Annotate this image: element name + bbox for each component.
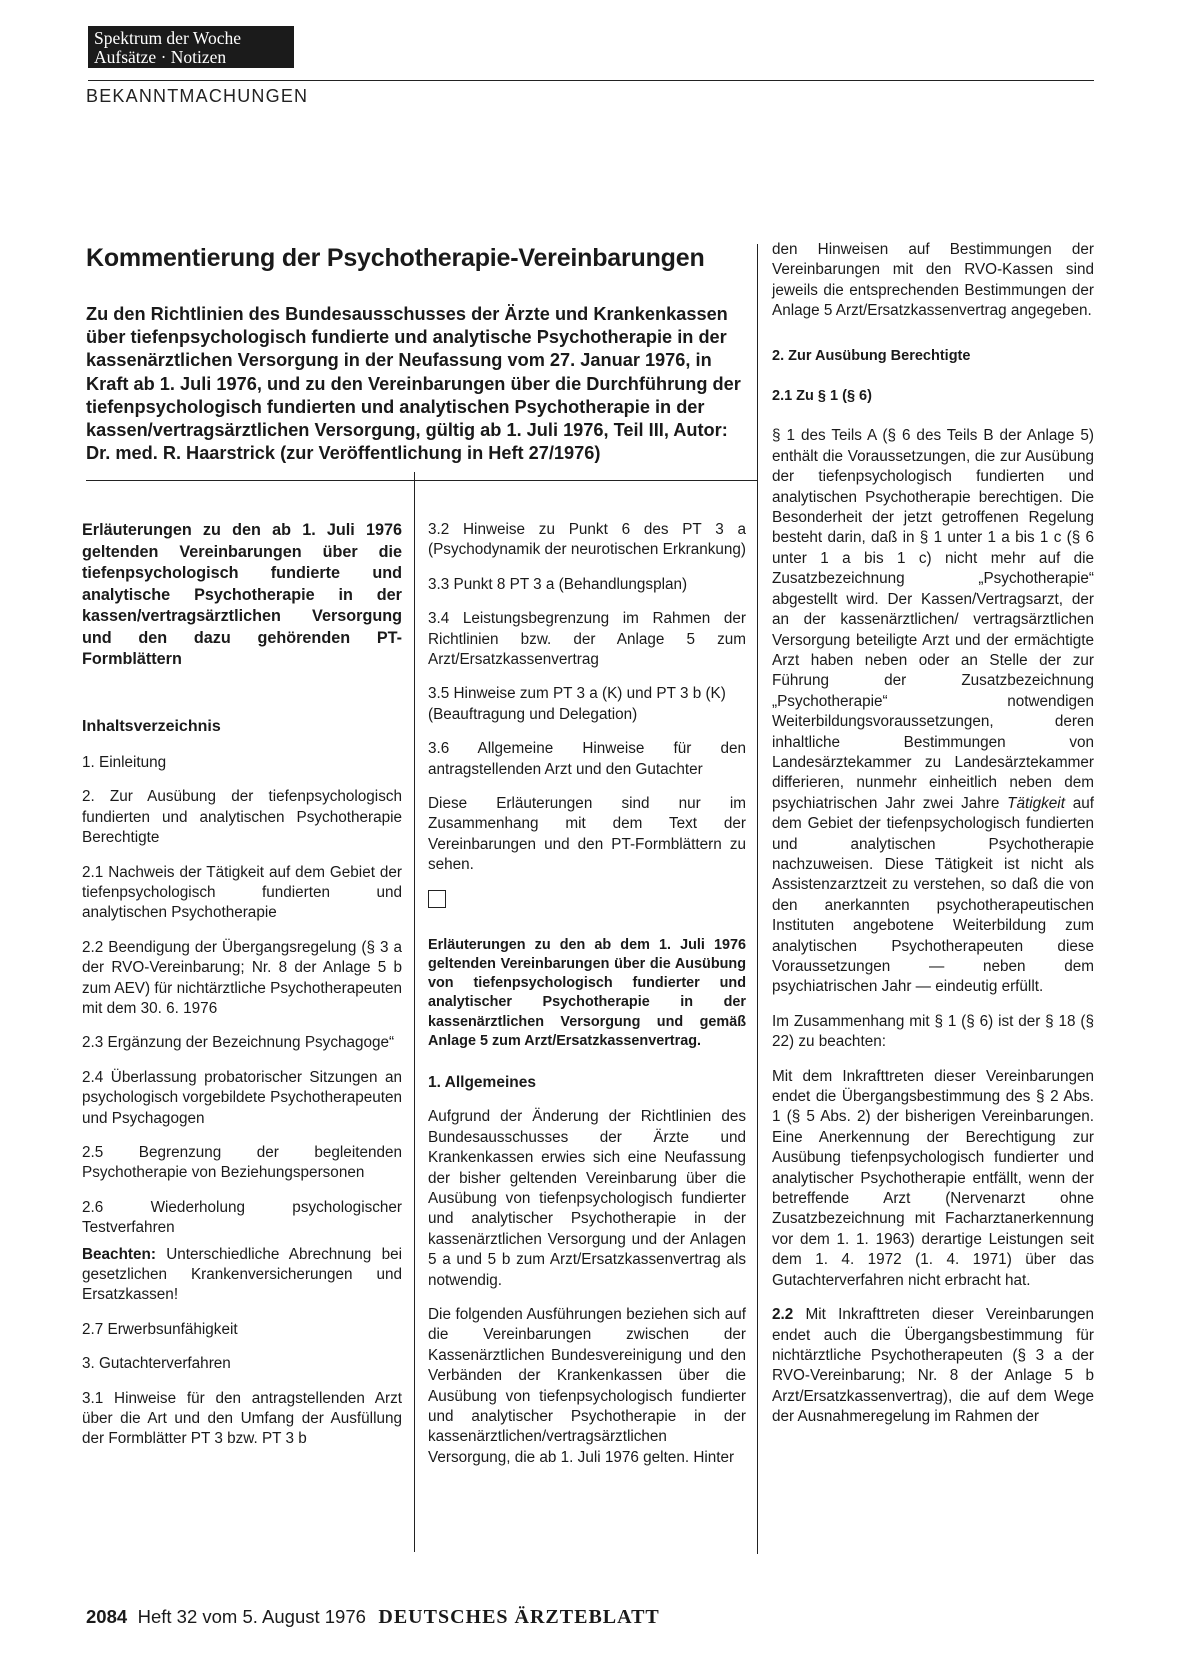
heading-berechtigte: 2. Zur Ausübung Berechtigte	[772, 347, 971, 364]
journal-name: DEUTSCHES ÄRZTEBLATT	[378, 1606, 660, 1628]
note-label: Beachten:	[82, 1245, 156, 1263]
toc-item: 2.7 Erwerbsunfähigkeit	[82, 1320, 238, 1338]
badge-line-1: Spektrum der Woche	[94, 28, 241, 48]
page-footer	[86, 1606, 660, 1629]
issue-info: Heft 32 vom 5. August 1976	[137, 1606, 366, 1627]
toc-item: 2.4 Überlassung probatorischer Sitzungen an psychologisch vorgebildete Psychotherapeuten und Psychagogen	[82, 1068, 402, 1127]
badge-line-2: Aufsätze · Notizen	[94, 47, 227, 67]
toc-item: 3.5 Hinweise zum PT 3 a (K) und PT 3 b (K)	[428, 685, 726, 703]
heading-allgemeines: 1. Allgemeines	[428, 1073, 536, 1091]
paragraph-part: auf dem Gebiet der tiefenpsychologisch fundierten und analytischen Psychotherapie nachzuweisen. Diese Tätigkeit ist nicht als Assistenzarztzeit zu verstehen, so daß die von den anerkannten psychotherapeutischen Instituten angebotene Weiterbildung zum analytischen Psychotherapeuten diese Voraussetzungen — neben dem psychiatrischen Jahr — eindeutig erfüllt.	[772, 794, 1094, 996]
paragraph	[772, 1305, 1094, 1427]
note-text: Unterschiedliche Abrechnung bei gesetzlichen Krankenversicherungen und Ersatzkassen!	[82, 1245, 402, 1304]
column-divider-right	[757, 244, 758, 1554]
toc-item: 2.3 Ergänzung der Bezeichnung Psychagoge“	[82, 1034, 395, 1052]
toc-item: 1. Einleitung	[82, 753, 167, 771]
toc-note	[82, 1245, 402, 1306]
subtitle-rule	[86, 480, 758, 481]
intro-heading-2: Erläuterungen zu den ab dem 1. Juli 1976 geltenden Vereinbarungen über die Ausübung von tiefenpsychologisch fundierter und analytischer Psychotherapie in der kassenärztlichen Versorgung und gemäß Anlage 5 zum Arzt/Ersatzkassenvertrag.	[428, 936, 746, 1049]
paragraph: Die folgenden Ausführungen beziehen sich auf die Vereinbarungen zwischen der Kassenärztlichen Bundesvereinigung und den Verbänden der Krankenkassen über die Ausübung von tiefenpsychologisch fundierter und analytischer Psychotherapie in der kassenärztlichen/vertragsärztlichen Versorgung, die ab 1. Juli 1976 gelten. Hinter	[428, 1305, 746, 1466]
paragraph: Im Zusammenhang mit § 1 (§ 6) ist der § 18 (§ 22) zu beachten:	[772, 1012, 1094, 1051]
intro-heading: Erläuterungen zu den ab 1. Juli 1976 geltenden Vereinbarungen über die tiefenpsychologisch fundierte und analytische Psychotherapie in der kassen/vertragsärztlichen Versorgung und den dazu gehörenden PT-Formblättern	[82, 521, 402, 668]
article-subtitle: Zu den Richtlinien des Bundesausschusses der Ärzte und Krankenkassen über tiefenpsychologisch fundierte und analytische Psychotherapie in der kassenärztlichen Versorgung in der Neufassung vom 27. Januar 1976, in Kraft ab 1. Juli 1976, und zu den Vereinbarungen über die Durchführung der tiefenpsychologisch fundierten und analytischen Psychotherapie in der kassen/vertragsärztlichen Versorgung, gültig ab 1. Juli 1976, Teil III, Autor: Dr. med. R. Haarstrick (zur Veröffentlichung in Heft 27/1976)	[86, 304, 741, 464]
paragraph-part: Mit Inkrafttreten dieser Vereinbarungen endet auch die Übergangsbestimmung für nichtärztliche Psychotherapeuten (§ 3 a der RVO-Vereinbarung; Nr. 8 der Anlage 5 b Arzt/Ersatzkassenvertrag), die auf dem Wege der Ausnahmeregelung im Rahmen der	[772, 1306, 1094, 1426]
toc-item: 3.4 Leistungsbegrenzung im Rahmen der Richtlinien bzw. der Anlage 5 zum Arzt/Ersatzkassenvertrag	[428, 610, 746, 669]
toc-item: 3.3 Punkt 8 PT 3 a (Behandlungsplan)	[428, 575, 688, 593]
toc-item: 2.6 Wiederholung psychologischer Testverfahren	[82, 1198, 402, 1237]
paragraph: Aufgrund der Änderung der Richtlinien des Bundesausschusses der Ärzte und Krankenkassen erwies sich eine Neufassung der bisher geltenden Vereinbarung über die Ausübung von tiefenpsychologisch fundierter und analytischer Psychotherapie in der kassenärztlichen Versorgung und der Anlagen 5 a und 5 b zum Arzt/Ersatzkassenvertrag als notwendig.	[428, 1108, 746, 1289]
usage-note: Diese Erläuterungen sind nur im Zusammenhang mit dem Text der Vereinbarungen und den PT-Formblättern zu sehen.	[428, 795, 746, 874]
toc-item: 2.2 Beendigung der Übergangsregelung (§ 3 a der RVO-Vereinbarung; Nr. 8 der Anlage 5 b zum AEV) für nichtärztliche Psychotherapeuten mit dem 30. 6. 1976	[82, 938, 402, 1017]
column-2	[428, 520, 746, 1482]
toc-item: 3. Gutachterverfahren	[82, 1355, 231, 1373]
toc-item: 3.2 Hinweise zu Punkt 6 des PT 3 a (Psychodynamik der neurotischen Erkrankung)	[428, 521, 746, 559]
emphasis: Tätigkeit	[1007, 794, 1065, 812]
toc-item: 2. Zur Ausübung der tiefenpsychologisch fundierten und analytischen Psychotherapie Berechtigte	[82, 788, 402, 847]
page-number: 2084	[86, 1606, 128, 1627]
end-mark-box	[428, 890, 446, 908]
article-title: Kommentierung der Psychotherapie-Vereinbarungen	[86, 244, 705, 272]
column-3	[772, 240, 1094, 1442]
toc-item: (Beauftragung und Delegation)	[428, 705, 638, 723]
toc-item: 2.1 Nachweis der Tätigkeit auf dem Gebiet der tiefenpsychologisch fundierten und analytischen Psychotherapie	[82, 863, 402, 922]
paragraph-number: 2.2	[772, 1306, 794, 1324]
paragraph: Mit dem Inkrafttreten dieser Vereinbarungen endet die Übergangsbestimmung des § 2 Abs. 1 (§ 5 Abs. 2) der bisherigen Vereinbarungen. Eine Anerkennung der Berechtigung zur Ausübung tiefenpsychologisch fundierter und analytischer Psychotherapie entfällt, wenn der betreffende Arzt (Nervenarzt ohne Zusatzbezeichnung mit Facharztanerkennung vor dem 1. 1. 1963) derartige Leistungen seit dem 1. 4. 1972 (1. 4. 1971) über das Gutachterverfahren nicht erbracht hat.	[772, 1067, 1094, 1289]
section-badge	[88, 26, 294, 68]
heading-2-1: 2.1 Zu § 1 (§ 6)	[772, 388, 872, 405]
paragraph: den Hinweisen auf Bestimmungen der Vereinbarungen mit den RVO-Kassen sind jeweils die entsprechenden Bestimmungen der Anlage 5 Arzt/Ersatzkassenvertrag angegeben.	[772, 241, 1094, 320]
header-rule	[88, 80, 1094, 81]
section-label: BEKANNTMACHUNGEN	[86, 86, 309, 106]
toc-item: 3.6 Allgemeine Hinweise für den antragstellenden Arzt und den Gutachter	[428, 740, 746, 778]
paragraph-part: § 1 des Teils A (§ 6 des Teils B der Anlage 5) enthält die Voraussetzungen, die zur Ausübung der tiefenpsychologisch fundierten und analytischen Psychotherapie berechtigen. Die Besonderheit der jetzt getroffenen Regelung besteht darin, daß in § 1 unter 1 a bis 1 c (§ 6 unter 1 a bis 1 c) nicht mehr auf die Zusatzbezeichnung „Psychotherapie“ abgestellt wird. Der Kassen/Vertragsarzt, der an der kassenärztlichen/ vertragsärztlichen Versorgung beteiligte Arzt und der ermächtigte Arzt haben neben oder an Stelle der zur Führung der Zusatzbezeichnung „Psychotherapie“ notwendigen Weiterbildungsvoraussetzungen, deren inhaltliche Bestimmungen von Landesärztekammer zu Landesärztekammer differieren, nunmehr einheitlich neben dem psychiatrischen Jahr zwei Jahre	[772, 427, 1094, 812]
toc-item: 2.5 Begrenzung der begleitenden Psychotherapie von Beziehungspersonen	[82, 1144, 402, 1182]
paragraph	[772, 426, 1094, 997]
column-divider-left	[414, 472, 415, 1552]
column-1	[82, 520, 402, 1464]
toc-heading: Inhaltsverzeichnis	[82, 717, 221, 735]
toc-item: 3.1 Hinweise für den antragstellenden Arzt über die Art und den Umfang der Ausfüllung der Formblätter PT 3 bzw. PT 3 b	[82, 1389, 402, 1448]
